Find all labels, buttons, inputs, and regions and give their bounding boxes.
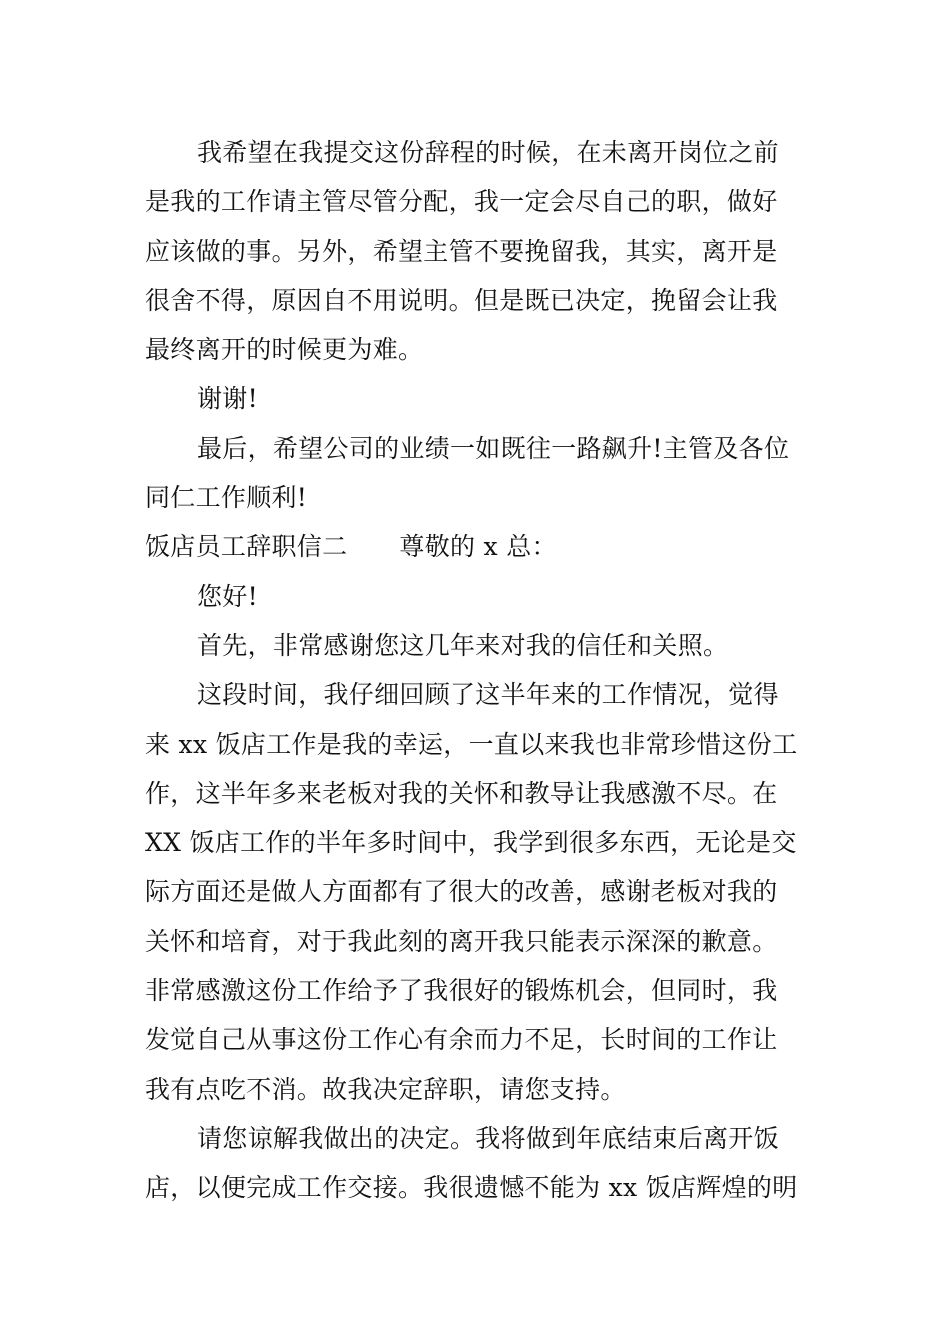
paragraph-line: 是我的工作请主管尽管分配，我一定会尽自己的职，做好: [145, 187, 778, 217]
paragraph-line: XX 饭店工作的半年多时间中，我学到很多东西，无论是交: [145, 828, 797, 858]
thanks-line: 谢谢!: [197, 384, 258, 414]
paragraph-line: 首先，非常感谢您这几年来对我的信任和关照。: [197, 630, 729, 660]
greeting-line: 您好!: [197, 581, 258, 611]
paragraph-line: 非常感激这份工作给予了我很好的锻炼机会，但同时，我: [145, 976, 778, 1006]
paragraph-line: 店，以便完成工作交接。我很遗憾不能为 xx 饭店辉煌的明: [145, 1173, 798, 1203]
paragraph-line: 请您谅解我做出的决定。我将做到年底结束后离开饭: [197, 1123, 779, 1153]
paragraph-line: 作，这半年多来老板对我的关怀和教导让我感激不尽。在: [145, 778, 778, 808]
letter-title: 饭店员工辞职信二: [145, 532, 348, 562]
paragraph-line: 我希望在我提交这份辞程的时候，在未离开岗位之前: [197, 138, 779, 167]
paragraph-line: 来 xx 饭店工作是我的幸运，一直以来我也非常珍惜这份工: [145, 729, 798, 759]
paragraph-line: 这段时间，我仔细回顾了这半年来的工作情况，觉得: [197, 680, 779, 710]
letter-body: [145, 128, 807, 1213]
paragraph-line: 最后，希望公司的业绩一如既往一路飙升!主管及各位: [197, 433, 790, 463]
paragraph-line: 我有点吃不消。故我决定辞职，请您支持。: [145, 1074, 626, 1104]
paragraph-line: 最终离开的时候更为难。: [145, 335, 424, 365]
paragraph-line: 同仁工作顺利!: [145, 483, 308, 513]
paragraph-line: 很舍不得，原因自不用说明。但是既已决定，挽留会让我: [145, 285, 778, 315]
letter-heading-line: [145, 522, 807, 571]
paragraph-line: 应该做的事。另外，希望主管不要挽留我，其实，离开是: [145, 236, 778, 266]
paragraph-line: 关怀和培育，对于我此刻的离开我只能表示深深的歉意。: [145, 926, 778, 956]
letter-salutation: 尊敬的 x 总：: [399, 532, 557, 562]
paragraph-line: 发觉自己从事这份工作心有余而力不足，长时间的工作让: [145, 1025, 778, 1055]
paragraph-line: 际方面还是做人方面都有了很大的改善，感谢老板对我的: [145, 877, 778, 907]
